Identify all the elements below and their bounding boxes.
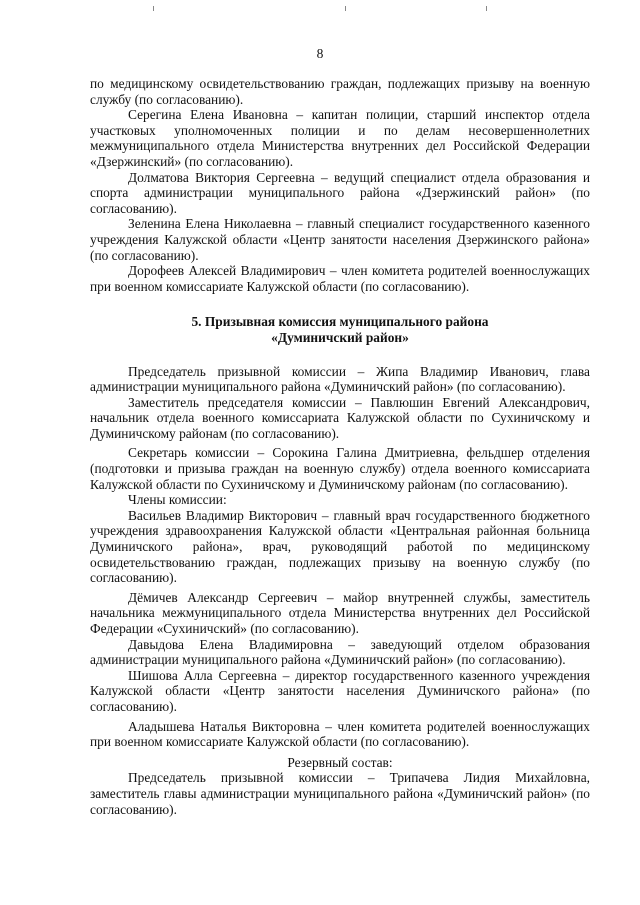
paragraph-member-demichev: Дёмичев Александр Сергеевич – майор внутренней службы, заместитель начальника межмуниципального отдела Министерства внутренних дел Российской Федерации «Сухиничский» (по согласованию).: [90, 589, 590, 636]
paragraph-secretary: Секретарь комиссии – Сорокина Галина Дмитриевна, фельдшер отделения (подготовки и призыва граждан на военную службу) отдела военного комиссариата Калужской области по Сухиничскому и Думиничскому районам (по согласованию).: [90, 445, 590, 492]
scan-tick-mark: [153, 6, 154, 11]
paragraph-member-davydova: Давыдова Елена Владимировна – заведующий отделом образования администрации муниципального района «Думиничский район» (по согласованию).: [90, 636, 590, 668]
paragraph-deputy-chairman: Заместитель председателя комиссии – Павлюшин Евгений Александрович, начальник отдела военного комиссариата Калужской области по Сухиничскому и Думиничскому районам (по согласованию).: [90, 394, 590, 441]
scan-tick-mark: [345, 6, 346, 11]
paragraph-member-vasiliev: Васильев Владимир Викторович – главный врач государственного бюджетного учреждения здравоохранения Калужской области «Центральная районная больница Думиничского района», врач, руководящий работой по медицинскому освидетельствованию граждан, подлежащих призыву на военную службу (по согласованию).: [90, 507, 590, 586]
document-body: [90, 76, 590, 817]
paragraph-continuation: по медицинскому освидетельствованию граждан, подлежащих призыву на военную службу (по согласованию).: [90, 76, 590, 107]
section-heading: [90, 314, 590, 345]
section-heading-line2: «Думиничский район»: [271, 329, 409, 345]
section-heading-line1: 5. Призывная комиссия муниципального района: [191, 314, 489, 330]
paragraph-member-seregina: Серегина Елена Ивановна – капитан полиции, старший инспектор отдела участковых уполномоченных полиции и по делам несовершеннолетних межмуниципального отдела Министерства внутренних дел Российской Федерации «Дзержинский» (по согласованию).: [90, 107, 590, 169]
paragraph-member-shishova: Шишова Алла Сергеевна – директор государственного казенного учреждения Калужской области «Центр занятости населения Думиничского района» (по согласованию).: [90, 667, 590, 714]
paragraph-member-dolmatova: Долматова Виктория Сергеевна – ведущий специалист отдела образования и спорта администрации муниципального района «Дзержинский район» (по согласованию).: [90, 169, 590, 216]
paragraph-chairman: Председатель призывной комиссии – Жипа Владимир Иванович, глава администрации муниципального района «Думиничский район» (по согласованию).: [90, 363, 590, 395]
paragraph-reserve-chairman: Председатель призывной комиссии – Трипачева Лидия Михайловна, заместитель главы администрации муниципального района «Думиничский район» (по согласованию).: [90, 770, 590, 817]
paragraph-member-dorofeev: Дорофеев Алексей Владимирович – член комитета родителей военнослужащих при военном комиссариате Калужской области (по согласованию).: [90, 263, 590, 294]
page-number: 8: [316, 46, 324, 61]
paragraph-member-zelenina: Зеленина Елена Николаевна – главный специалист государственного казенного учреждения Калужской области «Центр занятости населения Дзержинского района» (по согласованию).: [90, 216, 590, 263]
reserve-heading: Резервный состав:: [287, 754, 393, 770]
paragraph-member-aladysheva: Аладышева Наталья Викторовна – член комитета родителей военнослужащих при военном комиссариате Калужской области (по согласованию).: [90, 718, 590, 750]
scan-tick-mark: [486, 6, 487, 11]
paragraph-members-label: Члены комиссии:: [128, 492, 227, 508]
